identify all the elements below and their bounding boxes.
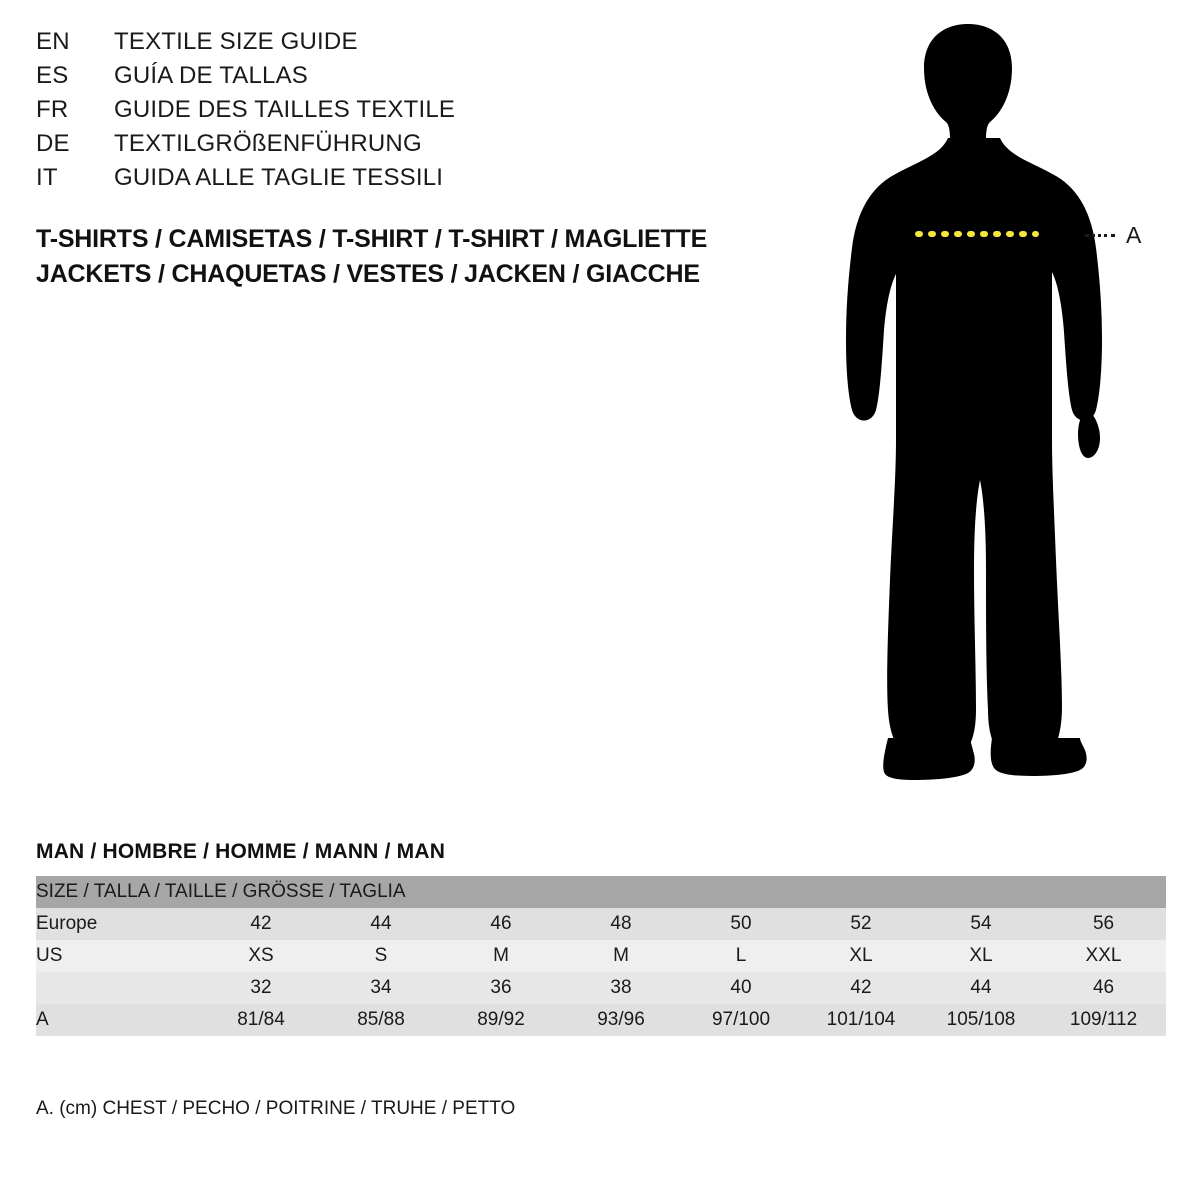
language-title: GUIDE DES TAILLES TEXTILE: [114, 96, 456, 123]
language-row: [36, 164, 796, 198]
language-row: [36, 28, 796, 62]
table-cell: XS: [248, 945, 274, 966]
language-title: GUIDA ALLE TAGLIE TESSILI: [114, 164, 444, 191]
table-cell: 42: [250, 913, 272, 934]
table-cell: 44: [970, 977, 992, 998]
language-title: GUÍA DE TALLAS: [114, 62, 308, 89]
table-cell: 34: [370, 977, 392, 998]
table-cell: 89/92: [477, 1009, 525, 1030]
table-row: [36, 972, 1166, 1004]
table-header-label: SIZE / TALLA / TAILLE / GRÖSSE / TAGLIA: [36, 881, 406, 902]
table-cell: XXL: [1085, 945, 1122, 966]
table-cell: 93/96: [597, 1009, 645, 1030]
table-cell: 42: [850, 977, 872, 998]
row-label: Europe: [36, 913, 98, 934]
table-row: [36, 908, 1166, 940]
table-cell: 52: [850, 913, 872, 934]
table-header-row: [36, 876, 1166, 908]
table-cell: 46: [1092, 977, 1115, 998]
man-silhouette-figure: [800, 10, 1200, 800]
language-code: DE: [36, 130, 70, 157]
table-cell: M: [493, 945, 509, 966]
language-code: ES: [36, 62, 69, 89]
table-cell: 54: [970, 913, 992, 934]
language-code: EN: [36, 28, 70, 55]
measure-leader-dots: [1085, 234, 1115, 237]
category-block: [36, 222, 856, 292]
row-label: [36, 972, 201, 1004]
table-cell: L: [735, 945, 747, 966]
language-header-block: [36, 28, 796, 198]
table-cell: 85/88: [357, 1009, 405, 1030]
table-cell: 40: [730, 977, 752, 998]
language-row: [36, 62, 796, 96]
table-cell: 101/104: [826, 1009, 896, 1030]
category-line-tshirts: T-SHIRTS / CAMISETAS / T-SHIRT / T-SHIRT / MAGLIETTE: [36, 225, 708, 253]
table-cell: 32: [250, 977, 272, 998]
table-cell: XL: [849, 945, 873, 966]
table-cell: 48: [610, 913, 632, 934]
language-title: TEXTILE SIZE GUIDE: [114, 28, 358, 55]
table-row: [36, 1004, 1166, 1036]
row-label: US: [36, 945, 63, 966]
measure-marker-a: A: [1126, 222, 1142, 248]
table-cell: 38: [610, 977, 632, 998]
size-table-section: [36, 840, 1166, 1036]
footnote-chest-measurement: A. (cm) CHEST / PECHO / POITRINE / TRUHE / PETTO: [36, 1098, 516, 1119]
table-cell: 36: [490, 977, 512, 998]
table-cell: S: [374, 945, 388, 966]
table-group-heading: MAN / HOMBRE / HOMME / MANN / MAN: [36, 840, 446, 863]
table-cell: M: [613, 945, 629, 966]
language-title: TEXTILGRÖßENFÜHRUNG: [114, 130, 422, 157]
table-cell: XL: [969, 945, 993, 966]
table-row: [36, 940, 1166, 972]
language-code: IT: [36, 164, 58, 191]
table-cell: 97/100: [711, 1009, 771, 1030]
table-cell: 109/112: [1069, 1009, 1138, 1030]
table-cell: 56: [1092, 913, 1115, 934]
category-line-jackets: JACKETS / CHAQUETAS / VESTES / JACKEN / GIACCHE: [36, 260, 700, 288]
table-cell: 105/108: [946, 1009, 1016, 1030]
row-label: A: [36, 1009, 49, 1030]
table-cell: 50: [730, 913, 752, 934]
table-cell: 81/84: [237, 1009, 285, 1030]
language-row: [36, 130, 796, 164]
language-code: FR: [36, 96, 69, 123]
table-cell: 46: [490, 913, 512, 934]
language-row: [36, 96, 796, 130]
size-table: [36, 876, 1166, 1036]
table-cell: 44: [370, 913, 392, 934]
